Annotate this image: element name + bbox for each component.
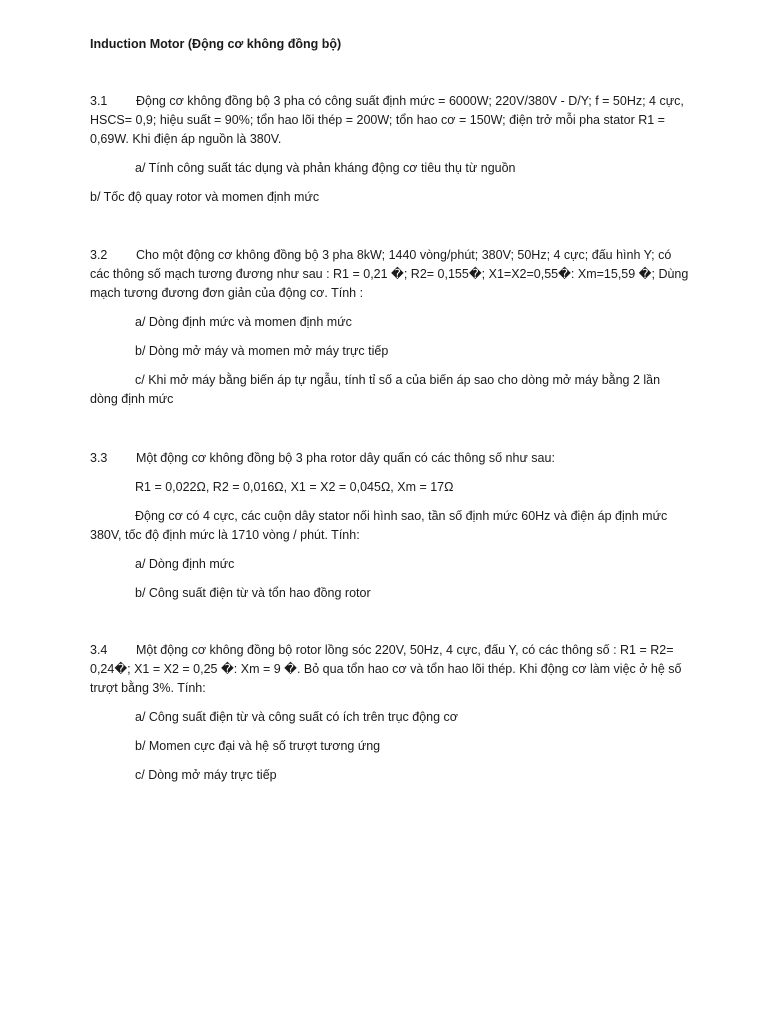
problem-3-3-part-b: b/ Công suất điện từ và tổn hao đồng rotor xyxy=(135,586,371,600)
problem-3-3-params: R1 = 0,022Ω, R2 = 0,016Ω, X1 = X2 = 0,045Ω, Xm = 17Ω xyxy=(135,480,454,494)
problem-3-1-line-3: 0,69W. Khi điện áp nguồn là 380V. xyxy=(90,132,282,146)
problem-number: 3.1 xyxy=(90,94,108,108)
problem-3-3-desc-1: Động cơ có 4 cực, các cuộn dây stator nối hình sao, tần số định mức 60Hz và điện áp định mức xyxy=(135,509,668,523)
problem-3-2-part-c-cont: dòng định mức xyxy=(90,392,174,406)
problem-3-4-part-c: c/ Dòng mở máy trực tiếp xyxy=(135,768,277,782)
problem-3-1-part-a: a/ Tính công suất tác dụng và phản kháng động cơ tiêu thụ từ nguồn xyxy=(135,161,516,175)
problem-3-2-line-1: 3.2 Cho một động cơ không đồng bộ 3 pha 8kW; 1440 vòng/phút; 380V; 50Hz; 4 cực; đấu hình Y; có xyxy=(90,246,678,265)
problem-3-4-line-3: trượt bằng 3%. Tính: xyxy=(90,681,206,695)
problem-3-4-part-b: b/ Momen cực đại và hệ số trượt tương ứng xyxy=(135,739,381,753)
problem-3-4-part-a: a/ Công suất điện từ và công suất có ích trên trục động cơ xyxy=(135,710,458,724)
problem-3-2-line-2: các thông số mạch tương đương như sau : R1 = 0,21 �; R2= 0,155�; X1=X2=0,55�: Xm=15,59 �; Dùng xyxy=(90,267,689,281)
problem-3-1-part-b: b/ Tốc độ quay rotor và momen định mức xyxy=(90,190,320,204)
problem-3-4-line-2: 0,24�; X1 = X2 = 0,25 �: Xm = 9 �. Bỏ qua tổn hao cơ và tổn hao lõi thép. Khi động cơ làm việc ở hệ số xyxy=(90,662,682,676)
problem-3-2-part-c: c/ Khi mở máy bằng biến áp tự ngẫu, tính tỉ số a của biến áp sao cho dòng mở máy bằng 2 lần xyxy=(135,373,661,387)
problem-3-1-line-2: HSCS= 0,9; hiệu suất = 90%; tổn hao lõi thép = 200W; tổn hao cơ = 150W; điện trở mỗi pha stator R1 = xyxy=(90,113,665,127)
problem-3-1-line-1: 3.1 Động cơ không đồng bộ 3 pha có công suất định mức = 6000W; 220V/380V - D/Y; f = 50Hz; 4 cực, xyxy=(90,92,678,111)
problem-3-3-desc-2: 380V, tốc độ định mức là 1710 vòng / phút. Tính: xyxy=(90,528,360,542)
problem-3-2-line-3: mạch tương đương đơn giản của động cơ. Tính : xyxy=(90,286,364,300)
problem-number: 3.4 xyxy=(90,643,108,657)
problem-3-3-line-1: 3.3 Một động cơ không đồng bộ 3 pha rotor dây quấn có các thông số như sau: xyxy=(90,449,678,468)
problem-3-3-part-a: a/ Dòng định mức xyxy=(135,557,235,571)
problem-number: 3.2 xyxy=(90,248,108,262)
problem-3-2-part-b: b/ Dòng mở máy và momen mở máy trực tiếp xyxy=(135,344,389,358)
problem-3-4-line-1: 3.4 Một động cơ không đồng bộ rotor lồng sóc 220V, 50Hz, 4 cực, đấu Y, có các thông số : R1 = R2= xyxy=(90,641,678,660)
document-title: Induction Motor (Động cơ không đồng bộ) xyxy=(90,37,342,51)
problem-3-2-part-a: a/ Dòng định mức và momen định mức xyxy=(135,315,352,329)
problem-number: 3.3 xyxy=(90,451,108,465)
